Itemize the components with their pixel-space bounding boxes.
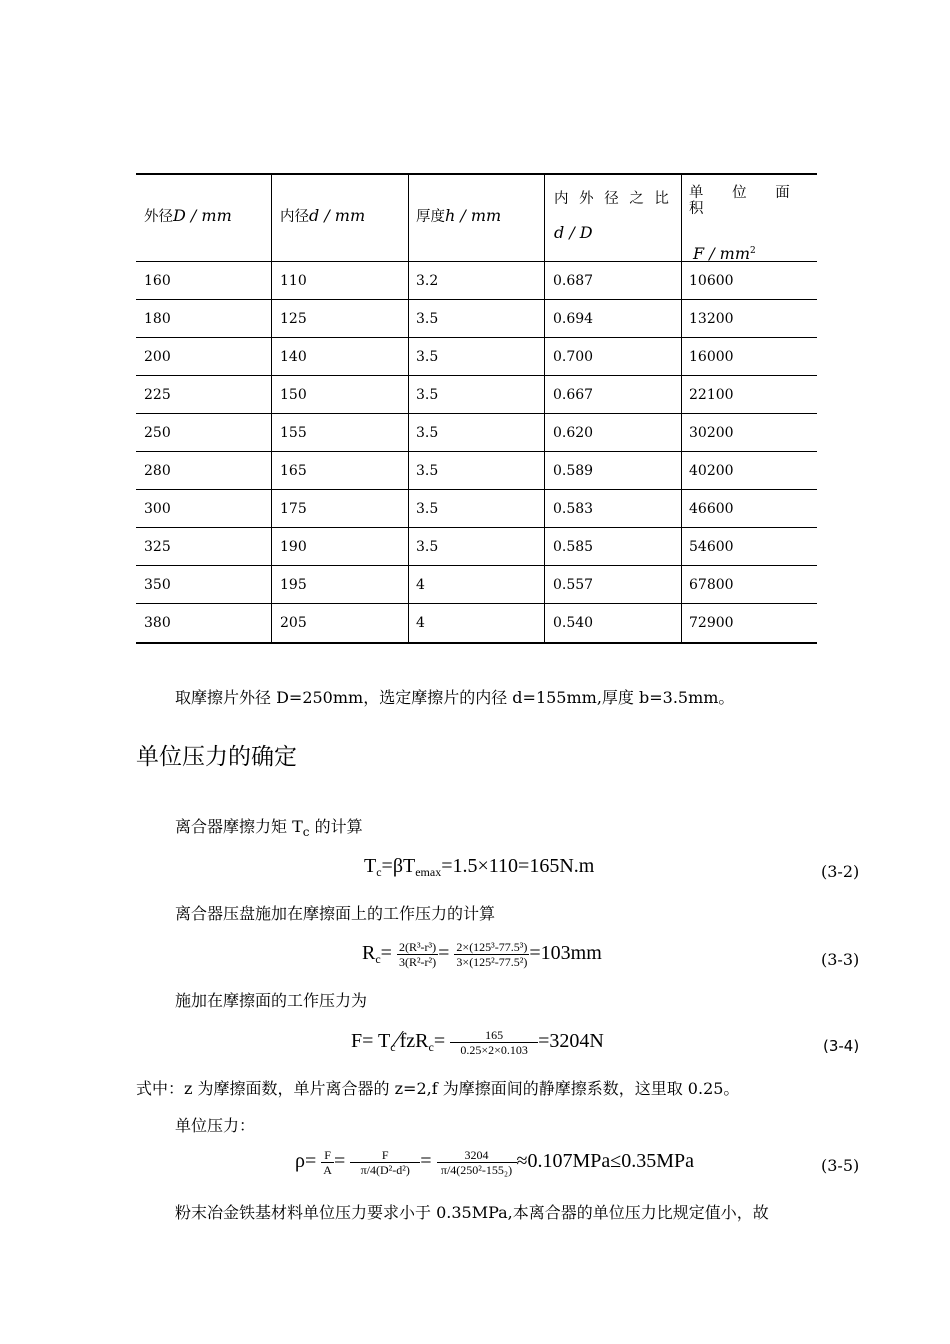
table-cell: 175 — [280, 501, 307, 517]
table-cell: 3.5 — [416, 463, 439, 479]
table-cell: 0.694 — [553, 311, 594, 327]
table-cell: 225 — [144, 387, 171, 403]
section-heading: 单位压力的确定 — [136, 744, 297, 770]
table-cell: 350 — [144, 577, 171, 593]
table-cell: 40200 — [689, 463, 734, 479]
pressure-calc-label: 离合器压盘施加在摩擦面上的工作压力的计算 — [175, 904, 496, 923]
table-cell: 72900 — [689, 615, 734, 631]
table-cell: 180 — [144, 311, 171, 327]
header-inner-diameter: 内径d / mm — [280, 206, 366, 225]
table-cell: 0.620 — [553, 425, 594, 441]
table-cell: 195 — [280, 577, 307, 593]
table-cell: 46600 — [689, 501, 734, 517]
table-cell: 3.2 — [416, 273, 439, 289]
table-cell: 3.5 — [416, 539, 439, 555]
equation-number-3-5: (3-5) — [821, 1156, 860, 1175]
selection-paragraph: 取摩擦片外径 D=250mm，选定摩擦片的内径 d=155mm,厚度 b=3.5mm。 — [175, 688, 735, 707]
table-cell: 4 — [416, 577, 425, 593]
table-cell: 0.687 — [553, 273, 594, 289]
table-cell: 125 — [280, 311, 307, 327]
table-cell: 380 — [144, 615, 171, 631]
table-cell: 190 — [280, 539, 307, 555]
table-cell: 280 — [144, 463, 171, 479]
header-diameter-ratio: 内 外 径 之 比 d / D — [554, 191, 672, 242]
table-cell: 110 — [280, 273, 307, 289]
force-label: 施加在摩擦面的工作压力为 — [175, 991, 368, 1010]
unit-pressure-label: 单位压力： — [175, 1116, 256, 1135]
equation-number-3-2: (3-2) — [821, 862, 860, 881]
table-cell: 16000 — [689, 349, 734, 365]
table-cell: 3.5 — [416, 425, 439, 441]
material-paragraph: 粉末冶金铁基材料单位压力要求小于 0.35MPa,本离合器的单位压力比规定值小，故 — [175, 1203, 769, 1222]
table-cell: 30200 — [689, 425, 734, 441]
table-cell: 0.583 — [553, 501, 594, 517]
equation-number-3-3: (3-3) — [821, 950, 860, 969]
equation-3-5: ρ= $\frac{F}{A}$ = $\frac{F}{\text{π/4(D²-d²)}}$ = $\frac{3204}{\text{π/4(250²-155₂)}}$ ≈0.107MPa≤0.35MPa — [295, 1148, 695, 1177]
table-cell: 3.5 — [416, 387, 439, 403]
equation-number-3-4: (3-4) — [823, 1037, 860, 1055]
table-cell: 165 — [280, 463, 307, 479]
table-cell: 0.700 — [553, 349, 594, 365]
table-cell: 13200 — [689, 311, 734, 327]
header-outer-diameter: 外径D / mm — [144, 206, 232, 225]
table-cell: 4 — [416, 615, 425, 631]
table-cell: 54600 — [689, 539, 734, 555]
table-cell: 155 — [280, 425, 307, 441]
table-cell: 3.5 — [416, 311, 439, 327]
table-cell: 0.589 — [553, 463, 594, 479]
table-cell: 140 — [280, 349, 307, 365]
table-cell: 10600 — [689, 273, 734, 289]
header-unit-area: 单 位 面 积 F / $mm^2$ — [689, 185, 802, 263]
table-cell: 22100 — [689, 387, 734, 403]
table-cell: 205 — [280, 615, 307, 631]
disc-size-table — [136, 173, 817, 644]
table-cell: 325 — [144, 539, 171, 555]
equation-3-2: $T_c=\beta T_{emax}=1.5\times 110=165N.m$ — [364, 855, 595, 879]
equation-3-3: $R_c=$ $\frac{\text{2(R³-r³)}}{\text{3(R²-r²)}}$ = $\frac{\text{2×(125³-77.5³)}}{\text{3×(125²-77.5²)}}$ =103mm — [362, 940, 602, 969]
header-thickness: 厚度h / mm — [416, 206, 502, 225]
table-cell: 150 — [280, 387, 307, 403]
table-cell: 300 — [144, 501, 171, 517]
table-cell: 0.667 — [553, 387, 594, 403]
equation-3-4: $F= T_c⁄fzR_c=$ $\frac{165}{0.25\times 2\times 0.103}$ =3204N — [351, 1027, 604, 1057]
table-cell: 250 — [144, 425, 171, 441]
table-cell: 3.5 — [416, 501, 439, 517]
table-cell: 0.585 — [553, 539, 594, 555]
table-cell: 3.5 — [416, 349, 439, 365]
table-cell: 0.540 — [553, 615, 594, 631]
table-cell: 67800 — [689, 577, 734, 593]
where-paragraph: 式中：z 为摩擦面数，单片离合器的 z=2,f 为摩擦面间的静摩擦系数，这里取 0.25。 — [136, 1079, 740, 1098]
table-cell: 200 — [144, 349, 171, 365]
table-cell: 0.557 — [553, 577, 594, 593]
torque-label: 离合器摩擦力矩 $T_c$ 的计算 — [175, 817, 363, 839]
table-cell: 160 — [144, 273, 171, 289]
